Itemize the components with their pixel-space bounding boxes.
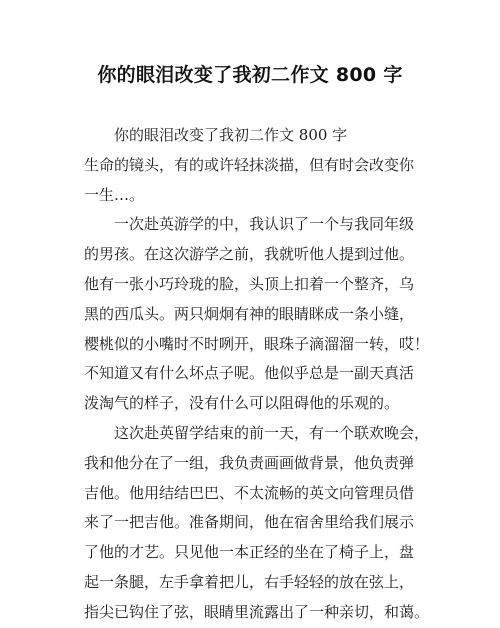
text-line: 泼淘气的样子，没有什么可以阻碍他的乐观的。 (84, 394, 400, 413)
text-line: 吉他。他用结结巴巴、不太流畅的英文向管理员借 (84, 483, 415, 502)
text-line: 生命的镜头，有的或许轻抹淡描，但有时会改变你 (84, 155, 415, 174)
page-title: 你的眼泪改变了我初二作文 800 字 (97, 64, 403, 86)
text-line: 你的眼泪改变了我初二作文 800 字 (114, 126, 348, 144)
text-line: 来了一把吉他。准备期间，他在宿舍里给我们展示 (84, 513, 415, 532)
text-line: 这次赴英留学结束的前一天，有一个联欢晚会， (114, 423, 430, 442)
text-line: 我和他分在了一组，我负责画画做背景，他负责弹 (84, 453, 415, 472)
text-line: 了他的才艺。只见他一本正经的坐在了椅子上，盘 (84, 543, 415, 562)
text-line: 一生…。 (84, 185, 145, 204)
text-line: 黑的西瓜头。两只炯炯有神的眼睛眯成一条小缝， (84, 304, 415, 323)
text-line: 樱桃似的小嘴时不时咧开，眼珠子滴溜溜一转，哎！ (84, 334, 430, 353)
text-line: 他有一张小巧玲珑的脸，头顶上扣着一个整齐，乌 (84, 274, 415, 293)
text-line: 不知道又有什么坏点子呢。他似乎总是一副天真活 (84, 364, 415, 383)
article-body (84, 121, 440, 628)
text-line: 的男孩。在这次游学之前，我就听他人提到过他。 (84, 245, 415, 264)
text-line: 起一条腿，左手拿着把儿，右手轻轻的放在弦上， (84, 572, 415, 591)
text-line: 一次赴英游学的中，我认识了一个与我同年级 (114, 215, 415, 234)
text-line: 指尖已钩住了弦，眼睛里流露出了一种亲切，和蔼。 (84, 602, 430, 621)
